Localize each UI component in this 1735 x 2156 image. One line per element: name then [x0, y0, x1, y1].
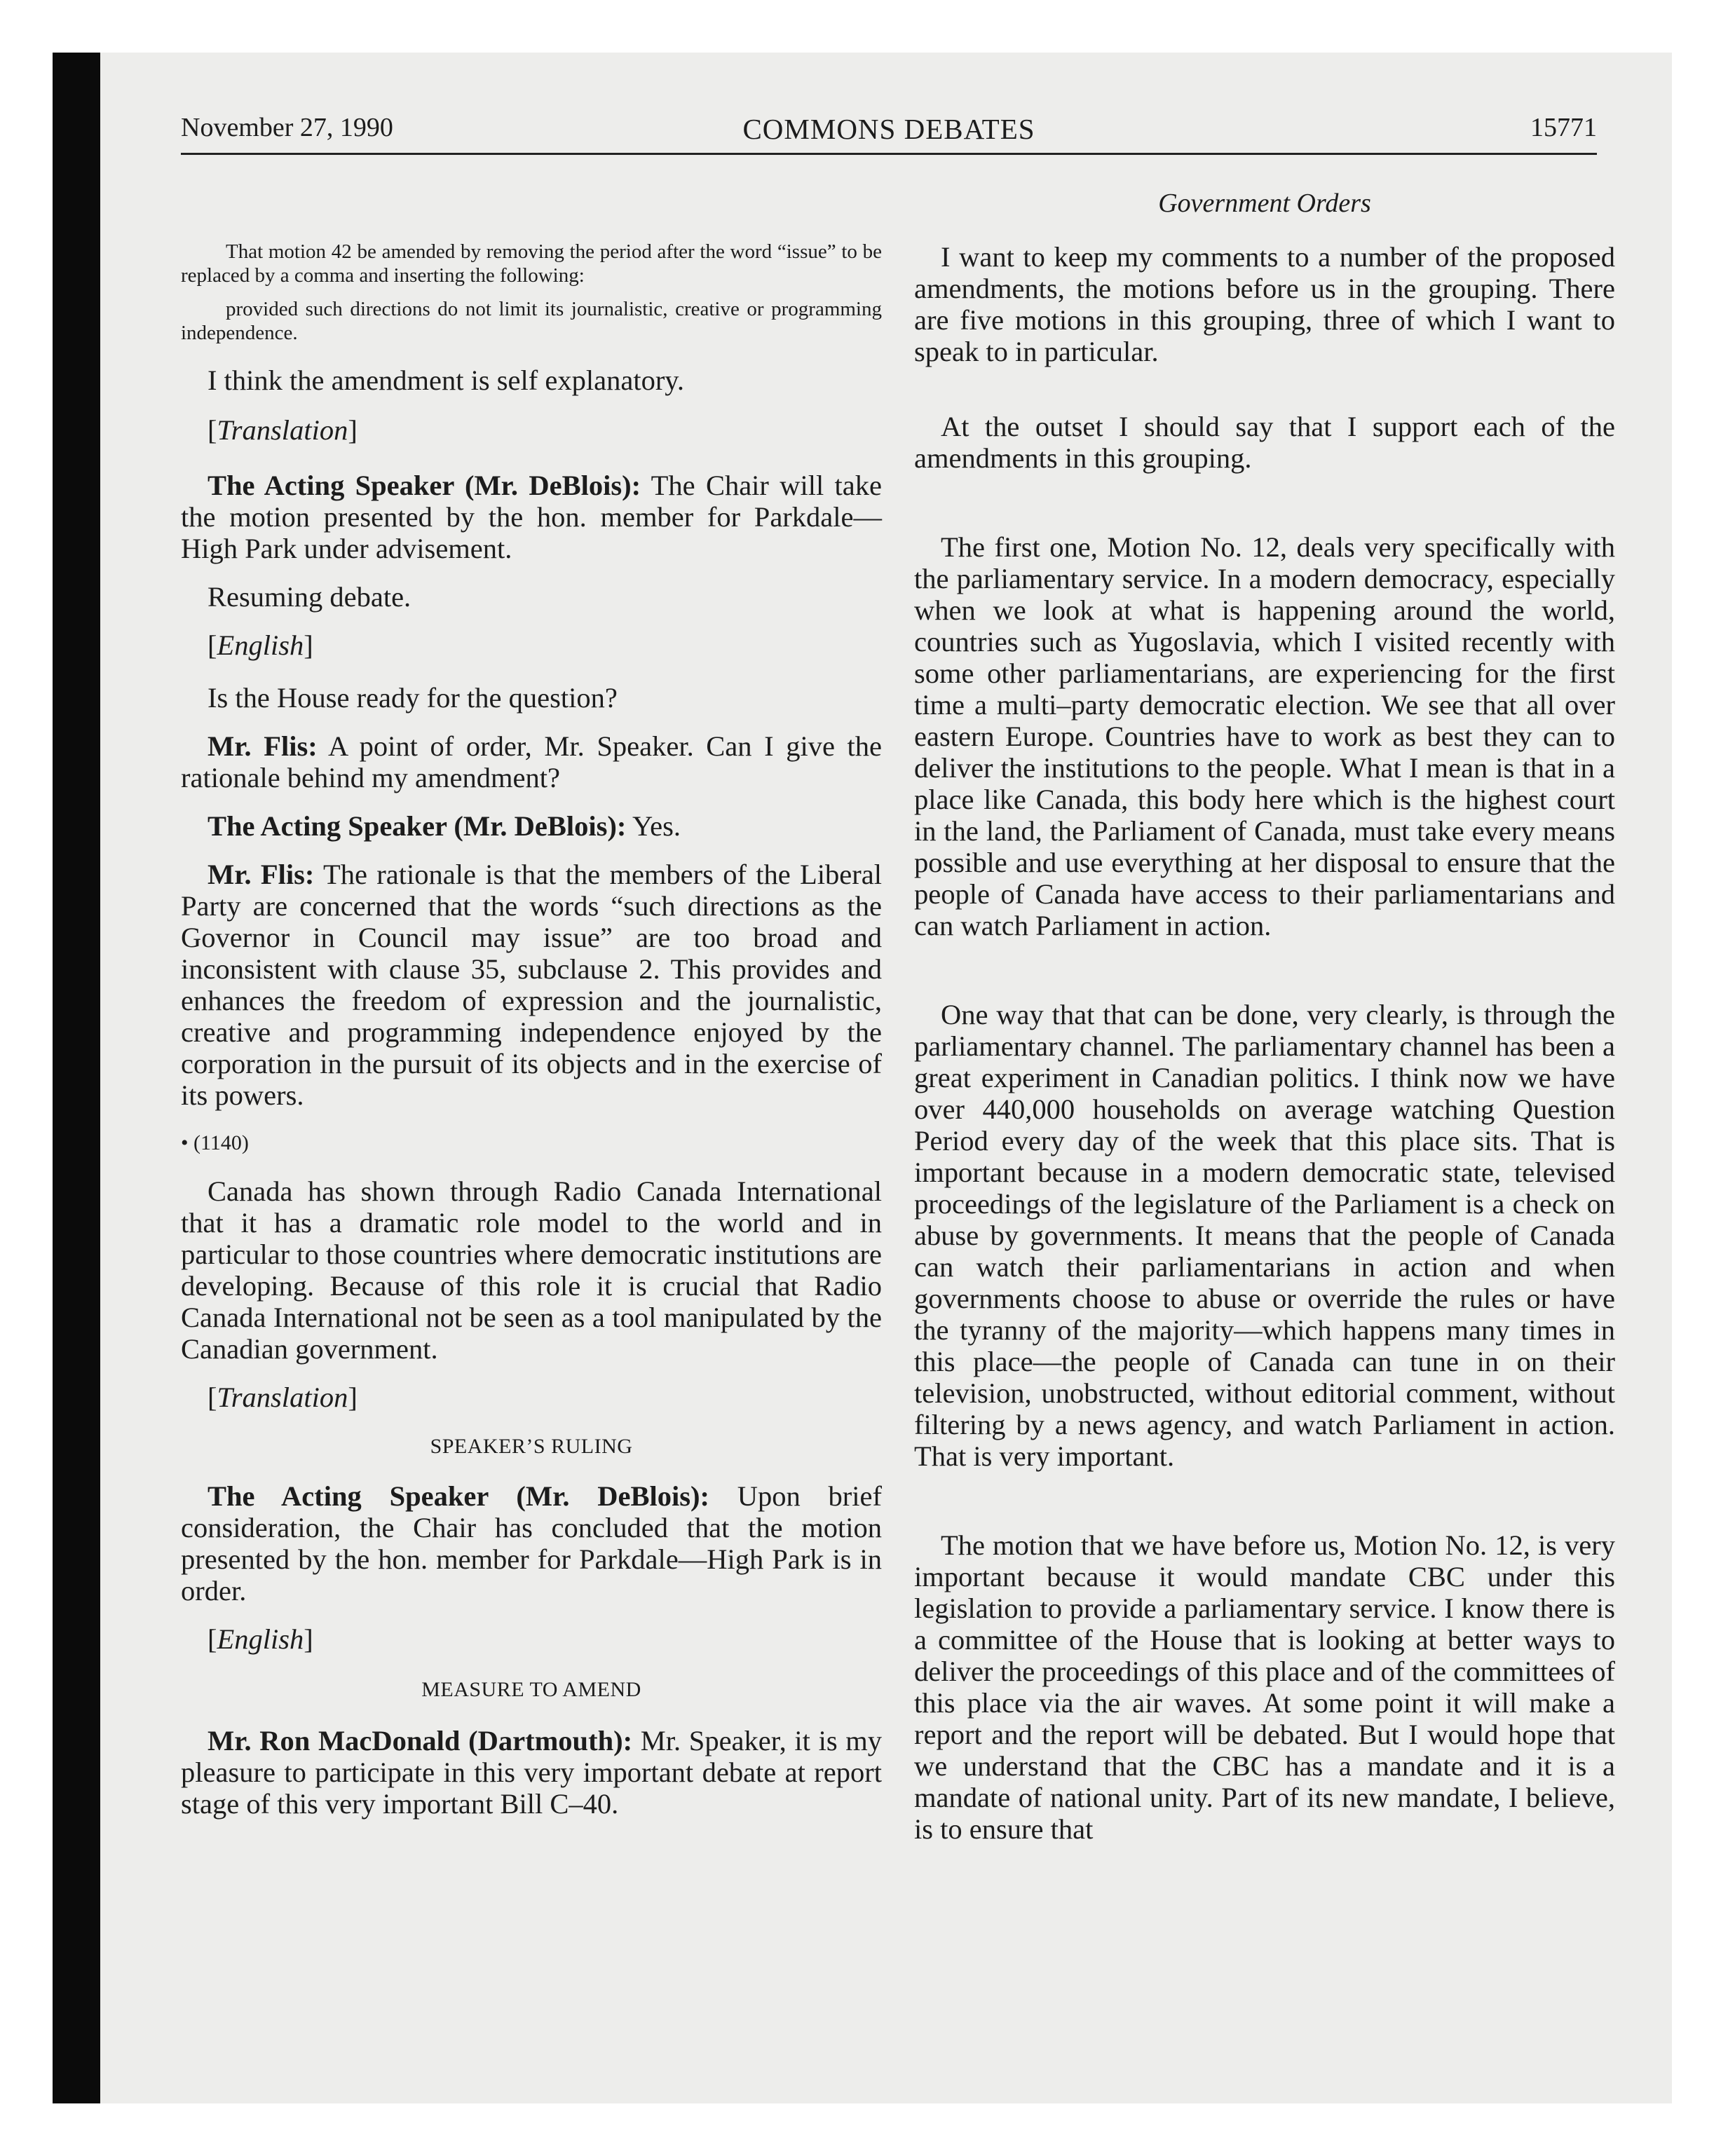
translation-tag: [Translation]	[207, 414, 358, 446]
paragraph: Is the House ready for the question?	[207, 682, 618, 714]
speaker-name: Mr. Ron MacDonald (Dartmouth):	[207, 1725, 633, 1756]
paragraph: The motion that we have before us, Motion No. 12, is very important because it would mandate CBC under this legislation to provide a parliamentary service. I know there is a committee of the House that is looking at better ways to deliver the proceedings of this place and of the committees of this place via the air waves. At some point it will make a report and the report will be debated. But I would hope that we understand that the CBC has a mandate and it is a mandate of national unity. Part of its new mandate, I believe, is to ensure that	[914, 1529, 1615, 1845]
section-heading-government-orders: Government Orders	[1158, 189, 1371, 218]
paragraph: Resuming debate.	[207, 581, 411, 613]
speaker-name: The Acting Speaker (Mr. DeBlois):	[207, 810, 627, 842]
english-tag: [English]	[207, 629, 313, 661]
amendment-quote: provided such directions do not limit its journalistic, creative or programming independence.	[181, 298, 882, 344]
paragraph: At the outset I should say that I support each of the amendments in this grouping.	[914, 411, 1615, 474]
translation-tag: [Translation]	[207, 1381, 358, 1413]
header-page-number: 15771	[1530, 113, 1597, 142]
amendment-text: That motion 42 be amended by removing the period after the word “issue” to be replaced by a comma and inserting the following:	[181, 240, 882, 287]
section-heading-speakers-ruling: SPEAKER’S RULING	[430, 1435, 633, 1458]
left-column	[181, 184, 882, 1820]
section-heading-measure-to-amend: MEASURE TO AMEND	[421, 1678, 641, 1701]
right-column	[914, 188, 1615, 1845]
time-stamp: • (1140)	[181, 1131, 249, 1154]
speaker-name: The Acting Speaker (Mr. DeBlois):	[207, 470, 641, 501]
speaker-name: Mr. Flis:	[207, 730, 318, 762]
paragraph: One way that that can be done, very clearly, is through the parliamentary channel. The parliamentary channel has been a great experiment in Canadian politics. I think now we have over 440,000 households on average watching Question Period every day of the week that this place sits. That is important because in a modern democratic state, televised proceedings of the legislature of the Parliament is a check on abuse by governments. It means that the people of Canada can watch their parliamentarians in action and when governments choose to abuse or override the rules or have the tyranny of the majority—which happens many times in this place—the people of Canada can tune in on their television, unobstructed, without editorial comment, without filtering by a news agency, and watch Parliament in action. That is very important.	[914, 999, 1615, 1472]
english-tag: [English]	[207, 1623, 313, 1655]
speech-paragraph: The Acting Speaker (Mr. DeBlois): Yes.	[207, 810, 681, 842]
speech-paragraph: Mr. Flis: The rationale is that the members of the Liberal Party are concerned that the words “such directions as the Governor in Council may issue” are too broad and inconsistent with clause 35, subclause 2. This provides and enhances the freedom of expression and the journalistic, creative and programming independence enjoyed by the corporation in the pursuit of its objects and in the exercise of its powers.	[181, 859, 882, 1111]
header-rule	[181, 153, 1597, 155]
speech-paragraph: The Acting Speaker (Mr. DeBlois): The Chair will take the motion presented by the hon. member for Parkdale—High Park under advisement.	[181, 470, 882, 564]
header-title: COMMONS DEBATES	[742, 113, 1035, 145]
running-header	[181, 112, 1597, 154]
header-date: November 27, 1990	[181, 113, 393, 142]
speech-paragraph: The Acting Speaker (Mr. DeBlois): Upon brief consideration, the Chair has concluded that the motion presented by the hon. member for Parkdale—High Park is in order.	[181, 1480, 882, 1606]
speech-paragraph: Mr. Ron MacDonald (Dartmouth): Mr. Speaker, it is my pleasure to participate in this very important debate at report stage of this very important Bill C–40.	[181, 1725, 882, 1820]
paragraph: I think the amendment is self explanatory.	[207, 364, 685, 396]
speech-paragraph: Mr. Flis: A point of order, Mr. Speaker. Can I give the rationale behind my amendment?	[181, 730, 882, 793]
paragraph: Canada has shown through Radio Canada International that it has a dramatic role model to the world and in particular to those countries where democratic institutions are developing. Because of this role it is crucial that Radio Canada International not be seen as a tool manipulated by the Canadian government.	[181, 1175, 882, 1365]
speaker-name: Mr. Flis:	[207, 859, 315, 890]
paragraph: I want to keep my comments to a number of the proposed amendments, the motions before us in the grouping. There are five motions in this grouping, three of which I want to speak to in particular.	[914, 241, 1615, 367]
speaker-name: The Acting Speaker (Mr. DeBlois):	[207, 1480, 709, 1512]
paragraph: The first one, Motion No. 12, deals very specifically with the parliamentary service. In a modern democracy, especially when we look at what is happening around the world, countries such as Yugoslavia, which I visited recently with some other parliamentarians, are experiencing for the first time a multi–party democratic election. We see that all over eastern Europe. Countries have to work as best they can to deliver the institutions to the people. What I mean is that in a place like Canada, this body here which is the highest court in the land, the Parliament of Canada, must take every means possible and use everything at her disposal to ensure that the people of Canada have access to their parliamentarians and can watch Parliament in action.	[914, 531, 1615, 941]
